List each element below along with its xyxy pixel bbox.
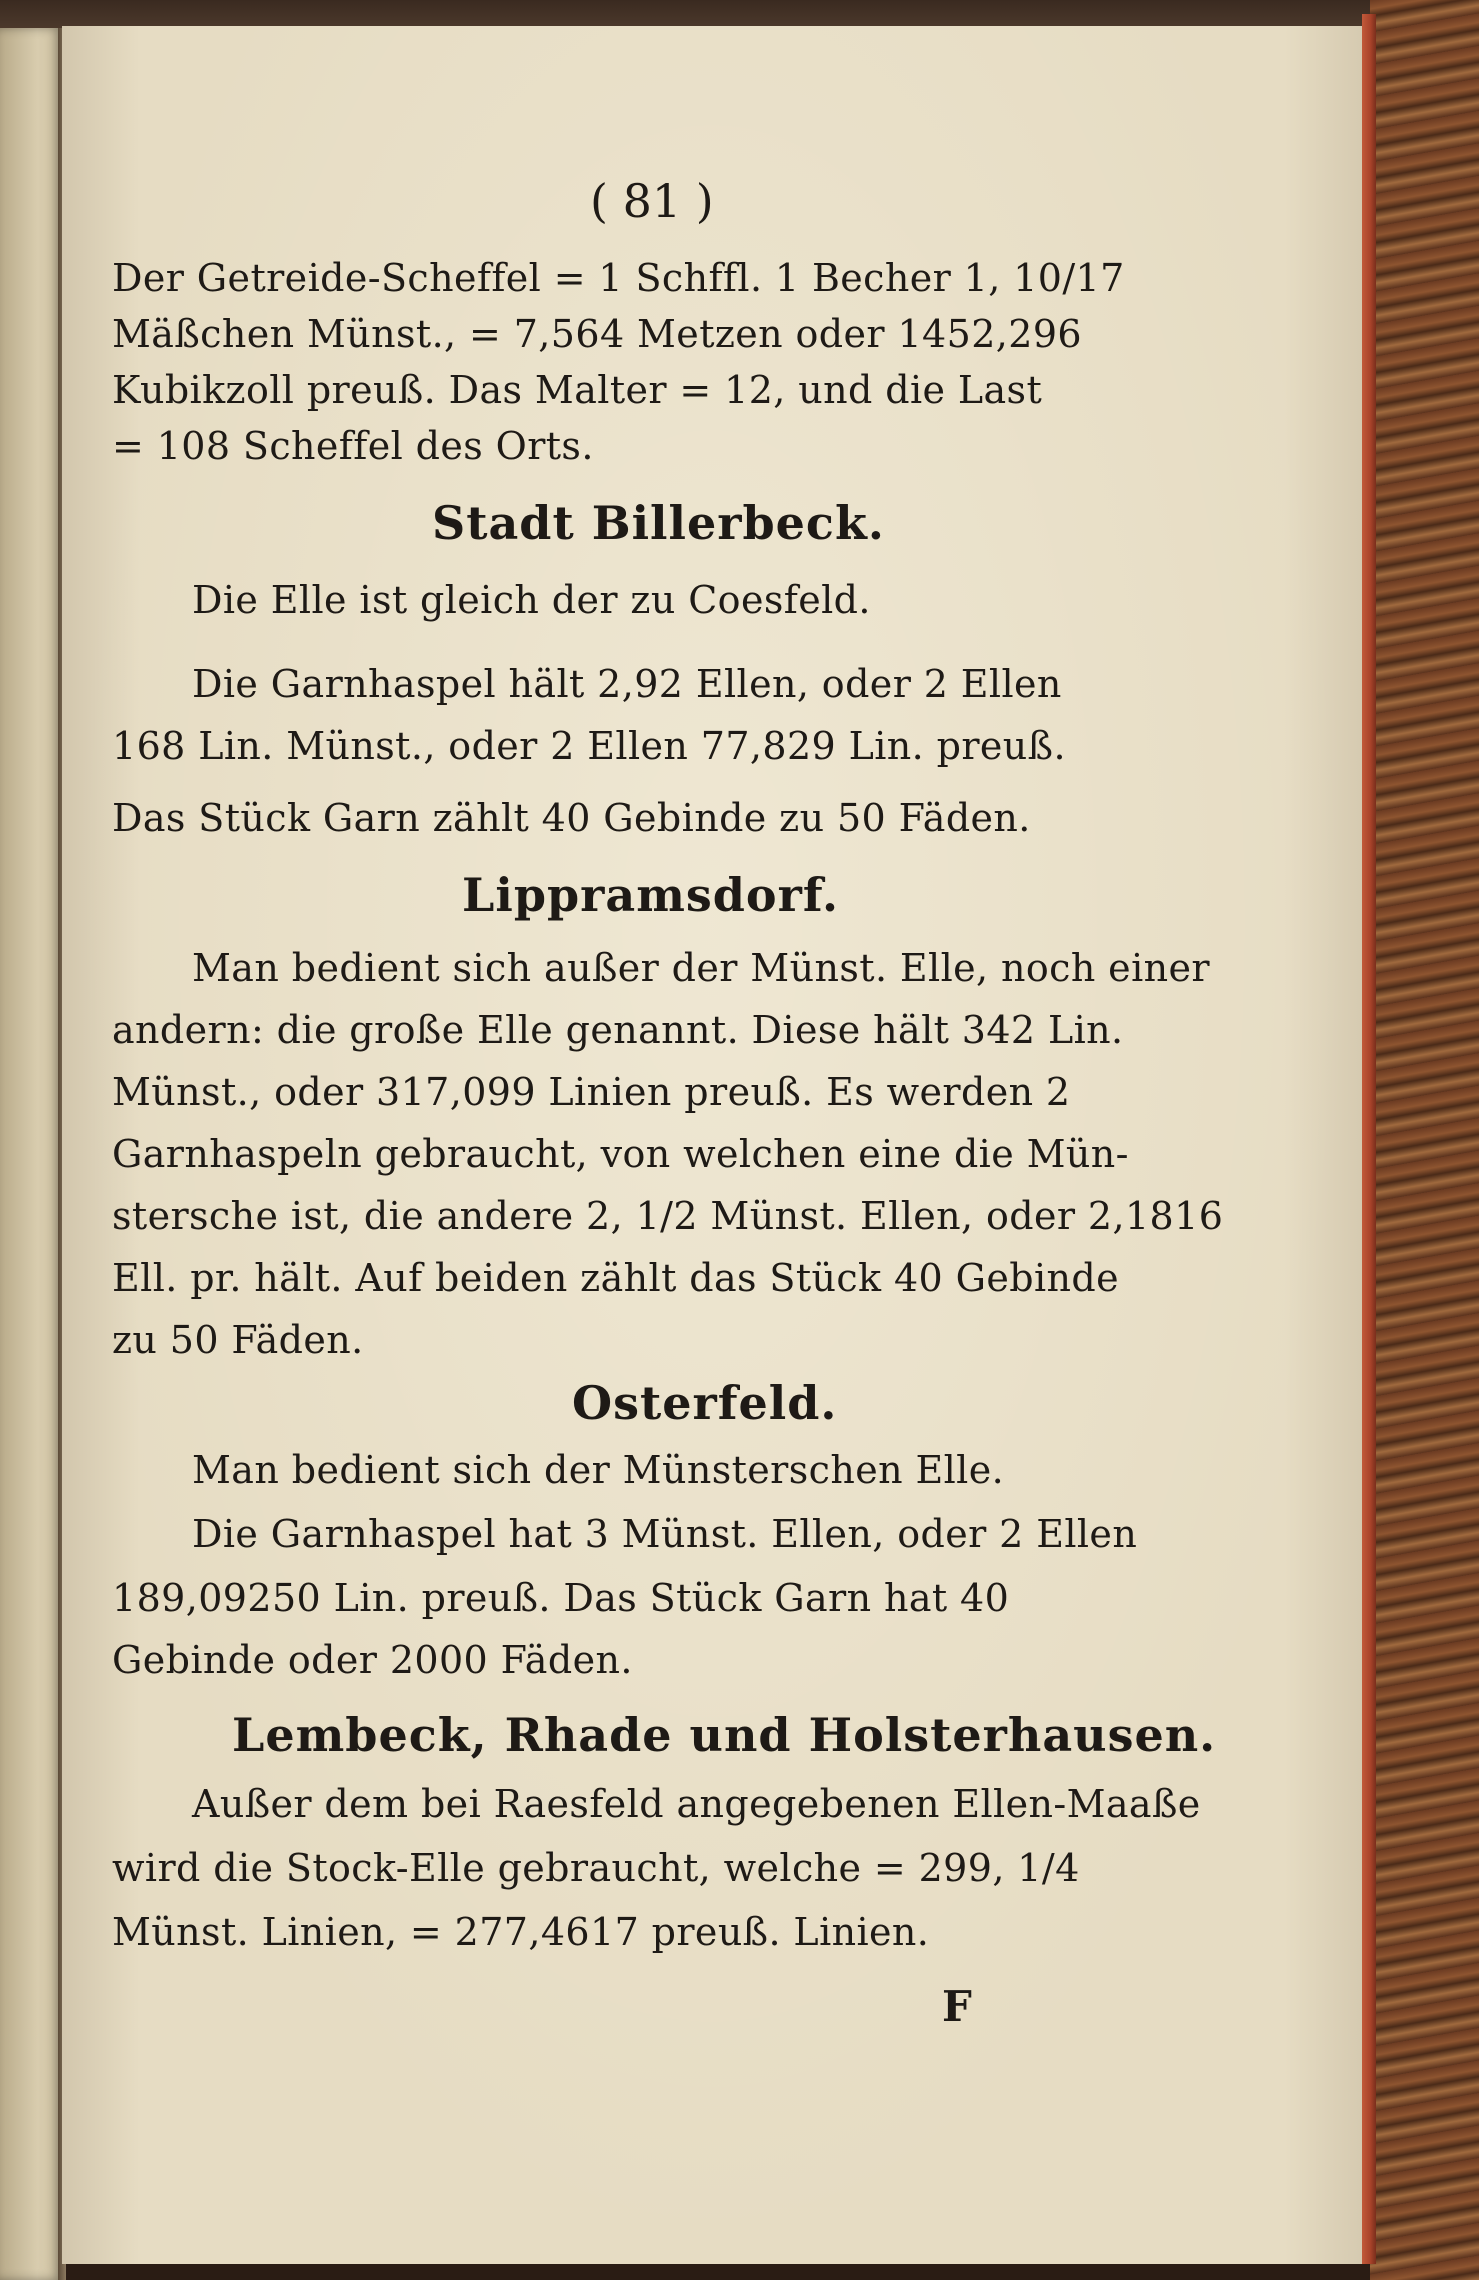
text-line: Garnhaspeln gebraucht, von welchen eine die Mün- (112, 1132, 1129, 1176)
section-heading: Lembeck, Rhade und Holsterhausen. (232, 1708, 1217, 1762)
text-line: Die Elle ist gleich der zu Coesfeld. (192, 578, 871, 622)
text-line: Gebinde oder 2000 Fäden. (112, 1638, 633, 1682)
text-line: Die Garnhaspel hält 2,92 Ellen, oder 2 Ellen (192, 662, 1062, 706)
book-cover-edge (1370, 0, 1479, 2280)
text-line: Das Stück Garn zählt 40 Gebinde zu 50 Fäden. (112, 796, 1031, 840)
section-heading: Lippramsdorf. (462, 868, 840, 922)
signature-mark: F (942, 1982, 972, 2031)
text-line: Münst., oder 317,099 Linien preuß. Es werden 2 (112, 1070, 1071, 1114)
section-heading: Osterfeld. (572, 1376, 838, 1430)
text-line: 168 Lin. Münst., oder 2 Ellen 77,829 Lin. preuß. (112, 724, 1066, 768)
text-line: Mäßchen Münst., = 7,564 Metzen oder 1452,296 (112, 312, 1082, 356)
section-heading: Stadt Billerbeck. (432, 496, 885, 550)
text-line: Man bedient sich außer der Münst. Elle, noch einer (192, 946, 1210, 990)
facing-page-edge (0, 28, 62, 2280)
text-line: Man bedient sich der Münsterschen Elle. (192, 1448, 1005, 1492)
text-line: Münst. Linien, = 277,4617 preuß. Linien. (112, 1910, 930, 1954)
text-line: zu 50 Fäden. (112, 1318, 364, 1362)
book-page (62, 26, 1362, 2264)
red-page-edge (1362, 14, 1376, 2264)
text-line: Außer dem bei Raesfeld angegebenen Ellen-Maaße (192, 1782, 1201, 1826)
text-line: = 108 Scheffel des Orts. (112, 424, 594, 468)
text-line: Kubikzoll preuß. Das Malter = 12, und die Last (112, 368, 1043, 412)
text-line: Ell. pr. hält. Auf beiden zählt das Stück 40 Gebinde (112, 1256, 1119, 1300)
text-line: stersche ist, die andere 2, 1/2 Münst. Ellen, oder 2,1816 (112, 1194, 1224, 1238)
text-line: andern: die große Elle genannt. Diese hält 342 Lin. (112, 1008, 1124, 1052)
text-line: wird die Stock-Elle gebraucht, welche = 299, 1/4 (112, 1846, 1080, 1890)
text-line: Der Getreide-Scheffel = 1 Schffl. 1 Becher 1, 10/17 (112, 256, 1125, 300)
text-line: Die Garnhaspel hat 3 Münst. Ellen, oder 2 Ellen (192, 1512, 1138, 1556)
text-line: 189,09250 Lin. preuß. Das Stück Garn hat 40 (112, 1576, 1010, 1620)
page-number: ( 81 ) (590, 174, 714, 228)
